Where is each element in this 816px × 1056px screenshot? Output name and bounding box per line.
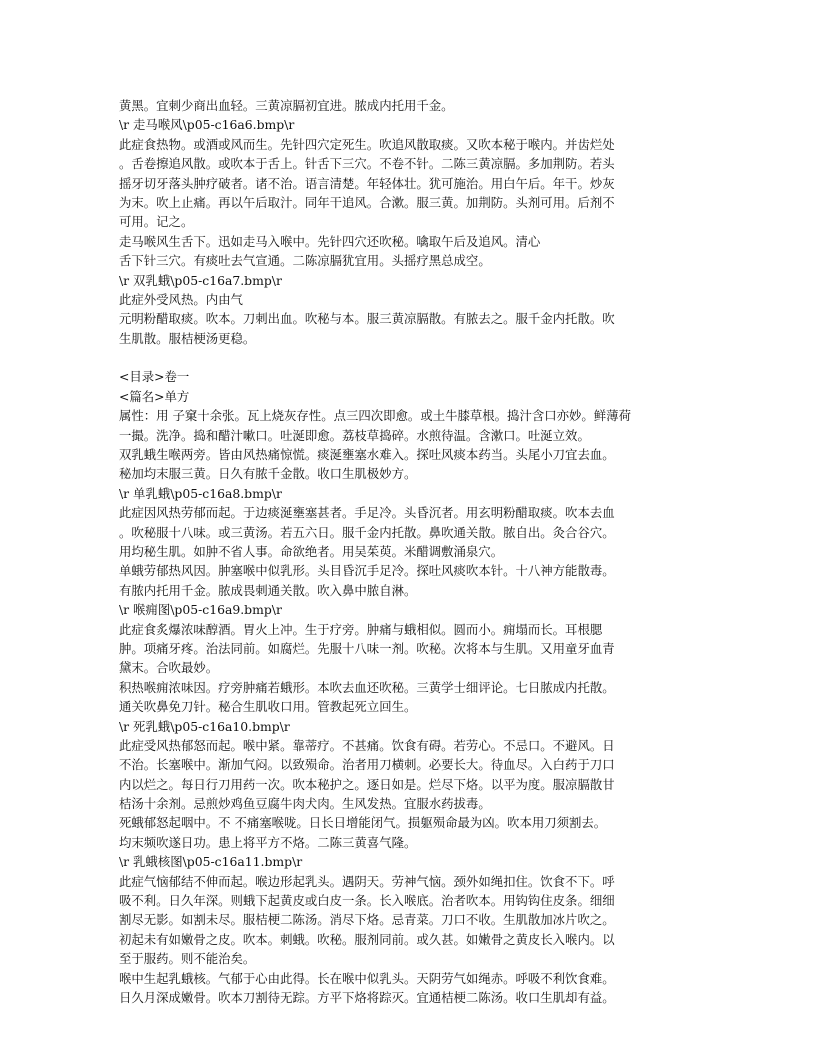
text-line: 黛末。合吹最妙。	[119, 660, 219, 676]
text-line: 为末。吹上止痛。再以午后取汁。同年干追风。合漱。服三黄。加荆防。头剂可用。后剂不	[119, 194, 615, 210]
text-line: 用均秘生肌。如肿不省人事。命欲绝者。用吴茱萸。米醋调敷涌泉穴。	[119, 543, 504, 559]
text-line: 割尽无影。如割未尽。服桔梗二陈汤。消尽下烙。忌青菜。刀口不收。生肌散加冰片吹之。	[119, 912, 615, 928]
text-line: \r 喉痈图\p05-c16a9.bmp\r	[119, 602, 282, 618]
text-line: 均末频吹遂日功。患上将平方不烙。二陈三黄喜气隆。	[119, 834, 417, 850]
text-line: 。舌卷擦追风散。或吹本于舌上。针舌下三穴。不卷不针。二陈三黄凉膈。多加荆防。若头	[119, 156, 615, 172]
text-line: 积热喉痈浓味因。疗旁肿痛若蛾形。本吹去血还吹秘。三黄学士细评论。七日脓成内托散。	[119, 679, 615, 695]
text-line: \r 走马喉风\p05-c16a6.bmp\r	[119, 117, 295, 133]
text-line: 有脓内托用千金。脓成畏刺通关散。吹入鼻中脓自淋。	[119, 582, 417, 598]
text-line: 此症食热物。或酒或风而生。先针四穴定死生。吹追风散取痰。又吹本秘于喉内。并齿烂处	[119, 136, 615, 152]
text-line: 至于服药。则不能治矣。	[119, 951, 256, 967]
text-line: 此症气恼郁结不伸而起。喉边形起乳头。遇阴天。劳神气恼。颈外如绳扣住。饮食不下。呼	[119, 873, 615, 889]
text-line: 黄黑。宜刺少商出血轻。三黄凉膈初宜进。脓成内托用千金。	[119, 98, 454, 113]
text-line: 吸不利。日久年深。则蛾下起黄皮或白皮一条。长入喉底。治者吹本。用钩钩住皮条。细细	[119, 893, 615, 909]
text-line: 喉中生起乳蛾核。气郁于心由此得。长在喉中似乳头。天阴劳气如绳赤。呼吸不利饮食难。	[119, 970, 615, 986]
text-line: 走马喉风生舌下。迅如走马入喉中。先针四穴还吹秘。噙取午后及追风。清心	[119, 233, 541, 249]
text-line: 肿。项痛牙疼。治法同前。如腐烂。先服十八味一剂。吹秘。次将本与生肌。又用童牙血青	[119, 640, 615, 656]
text-line: <篇名>单方	[119, 388, 190, 404]
text-line: 舌下针三穴。有痰吐去气宣通。二陈凉膈犹宜用。头摇疗黑总成空。	[119, 253, 491, 269]
blank-line	[119, 348, 699, 367]
text-line: 此症因风热劳郁而起。于边痰涎壅塞甚者。手足冷。头昏沉者。用玄明粉醋取痰。吹本去血	[119, 505, 615, 521]
text-line: 桔汤十余剂。忌煎炒鸡鱼豆腐牛肉犬肉。生风发热。宜服水药拔毒。	[119, 796, 491, 812]
text-line: 摇牙切牙落头肿疗破者。诸不治。语言清楚。年轻体壮。犹可施治。用白午后。年干。炒灰	[119, 175, 615, 191]
text-line: 可用。记之。	[119, 214, 194, 230]
text-line: 生肌散。服桔梗汤更稳。	[119, 330, 256, 346]
text-line: 此症受风热郁怒而起。喉中紧。靠蒂疗。不甚痛。饮食有碍。若劳心。不忌口。不避风。日	[119, 737, 615, 753]
document-page	[119, 96, 699, 1007]
text-line: \r 双乳蛾\p05-c16a7.bmp\r	[119, 272, 282, 288]
text-line: 元明粉醋取痰。吹本。刀刺出血。吹秘与本。服三黄凉膈散。有脓去之。服千金内托散。吹	[119, 311, 615, 327]
text-line: 。吹秘服十八味。或三黄汤。若五六日。服千金内托散。鼻吹通关散。脓自出。灸合谷穴。	[119, 524, 615, 540]
text-line: \r 死乳蛾\p05-c16a10.bmp\r	[119, 718, 290, 734]
text-line: 初起未有如嫩骨之皮。吹本。刺蛾。吹秘。服剂同前。或久甚。如嫩骨之黄皮长入喉内。以	[119, 931, 615, 947]
text-line: 一撮。洗净。捣和醋汁嗽口。吐涎即愈。荔枝草捣碎。水煎待温。含漱口。吐涎立效。	[119, 427, 590, 443]
text-line: \r 乳蛾核图\p05-c16a11.bmp\r	[119, 854, 303, 870]
text-line: 单蛾劳郁热风因。肿塞喉中似乳形。头目昏沉手足冷。探吐风痰吹本针。十八神方能散毒。	[119, 563, 615, 579]
text-line: 死蛾郁怒起咽中。不 不痛塞喉咙。日长日增能闭气。损躯殒命最为凶。吹本用刀须割去。	[119, 815, 607, 831]
text-line: 不治。长塞喉中。渐加气闷。以致殒命。治者用刀横刺。必要长大。待血尽。入白药于刀口	[119, 757, 615, 773]
text-line: \r 单乳蛾\p05-c16a8.bmp\r	[119, 485, 282, 501]
text-line: <目录>卷一	[119, 369, 190, 385]
text-line: 此症食炙爆浓味醇酒。胃火上冲。生于疗旁。肿痛与蛾相似。圆而小。痈塌而长。耳根腮	[119, 621, 603, 637]
text-line: 此症外受风热。内由气	[119, 291, 243, 307]
text-line: 日久月深成嫩骨。吹本刀割待无踪。方平下烙将踪灭。宜通桔梗二陈汤。收口生肌却有益。	[119, 989, 615, 1005]
text-line: 双乳蛾生喉两旁。皆由风热痛惊慌。痰涎壅塞水难入。探吐风痰本药当。头尾小刀宜去血。	[119, 447, 615, 463]
text-line: 内以烂之。每日行刀用药一次。吹本秘护之。逐日如是。烂尽下烙。以平为度。服凉膈散甘	[119, 776, 615, 792]
text-line: 秘加均末服三黄。日久有脓千金散。收口生肌极妙方。	[119, 466, 417, 482]
text-line: 通关吹鼻免刀针。秘合生肌收口用。管教起死立回生。	[119, 699, 417, 715]
text-line: 属性：用 子窠十余张。瓦上烧灰存性。点三四次即愈。或土牛膝草根。捣汁含口亦妙。鲜薄荷	[119, 408, 631, 424]
